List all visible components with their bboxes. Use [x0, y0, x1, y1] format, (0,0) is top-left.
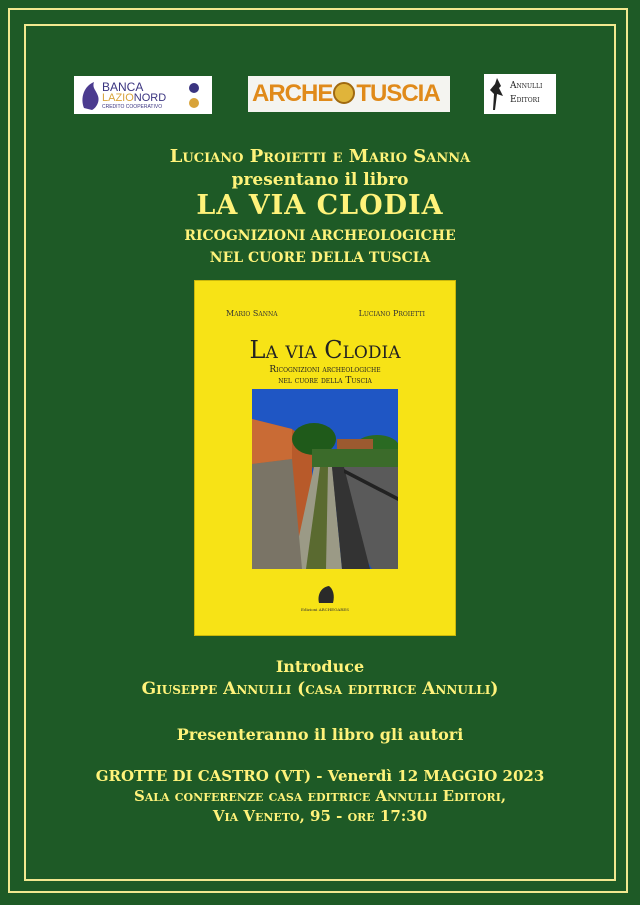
annulli-editori-logo	[484, 74, 556, 114]
intro-text: presentano il libro	[231, 170, 409, 190]
publisher-emblem-icon	[311, 583, 341, 605]
introducer-text: Giuseppe Annulli (casa editrice Annulli)	[141, 679, 499, 699]
subtitle-line1: RICOGNIZIONI ARCHEOLOGICHE	[184, 228, 456, 244]
place-date-text: GROTTE DI CASTRO (VT) - Venerdì 12 MAGGIO 2023	[95, 767, 545, 785]
banca-line1: BANCA	[102, 80, 144, 94]
banca-nord: NORD	[133, 92, 167, 104]
banca-lazio-nord-logo	[74, 76, 212, 114]
event-title: LA VIA CLODIA	[196, 190, 444, 221]
book-cover-photo	[252, 389, 398, 569]
venue: Sala conferenze casa editrice Annulli Editori,	[133, 787, 507, 805]
book-title: La via Clodia	[249, 336, 401, 364]
introducer	[0, 679, 640, 699]
horse-icon	[487, 76, 507, 112]
subtitle-line2: NEL CUORE DELLA TUSCIA	[209, 250, 431, 266]
book-subtitle	[195, 365, 455, 387]
book-author-right: Luciano Proietti	[358, 309, 425, 318]
annulli-line2: Editori	[510, 95, 540, 105]
archeotuscia-wordmark	[252, 80, 440, 108]
presenting-text: Presenteranno il libro gli autori	[176, 725, 464, 744]
introduce-label: Introduce	[275, 657, 365, 676]
archeo-emblem-icon	[333, 82, 355, 104]
annulli-line1: Annulli	[510, 81, 543, 91]
archeotuscia-logo	[248, 76, 450, 112]
banca-line2	[102, 92, 166, 104]
book-author-left: Mario Sanna	[226, 309, 278, 318]
book-cover	[194, 280, 456, 636]
archeo-left: ARCHE	[252, 80, 333, 107]
banca-lazio: LAZIO	[102, 92, 134, 104]
presenters: Luciano Proietti e Mario Sanna	[169, 146, 471, 167]
book-subtitle-line1: Ricognizioni archeologiche	[269, 365, 381, 375]
banca-line3: CREDITO COOPERATIVO	[102, 104, 163, 110]
place-date	[0, 767, 640, 785]
address: Via Veneto, 95 - ore 17:30	[212, 807, 428, 825]
publisher-name: Edizioni ARCHEOARES	[301, 607, 349, 612]
archeo-right: TUSCIA	[356, 80, 440, 107]
book-subtitle-line2: nel cuore della Tuscia	[278, 376, 372, 386]
